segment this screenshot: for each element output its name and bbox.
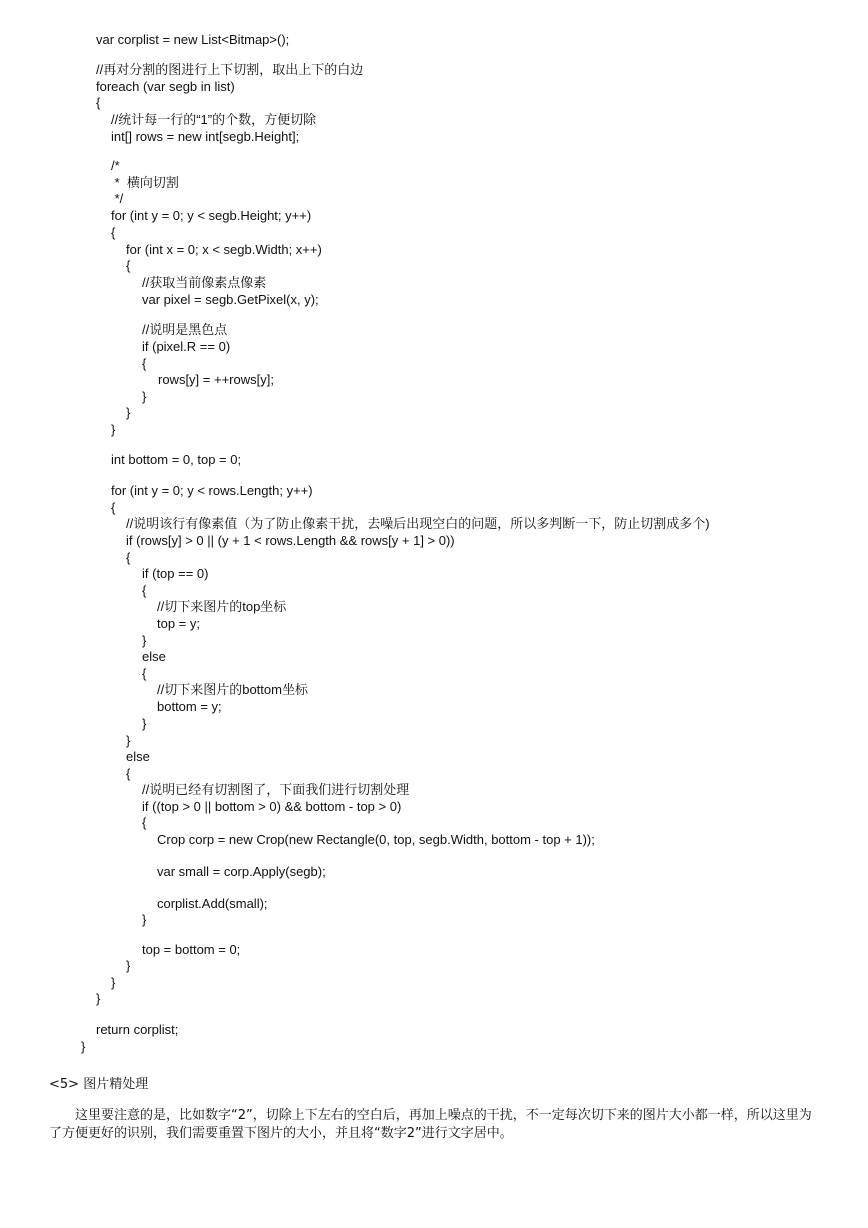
code-line: if (top == 0) [142,566,209,581]
code-line: } [126,405,131,420]
code-line: bottom = y; [157,699,222,714]
code-line: int bottom = 0, top = 0; [111,452,242,467]
code-line: { [142,356,147,371]
code-line: } [142,912,147,927]
code-line: //说明该行有像素值（为了防止像素干扰，去噪后出现空白的问题，所以多判断一下，防止切割成多个) [126,516,710,531]
code-line: { [96,95,101,110]
code-line: else [142,649,166,664]
code-line: { [142,583,147,598]
code-line: } [111,975,116,990]
code-line: if (rows[y] > 0 || (y + 1 < rows.Length && rows[y + 1] > 0)) [126,533,455,548]
code-line: /* [111,158,120,173]
code-line: rows[y] = ++rows[y]; [158,372,274,387]
code-line: } [142,716,147,731]
code-line: //获取当前像素点像素 [142,275,267,290]
code-line: if ((top > 0 || bottom > 0) && bottom - top > 0) [142,799,402,814]
code-line: //切下来图片的top坐标 [157,599,287,614]
code-line: { [142,666,147,681]
code-line: //统计每一行的“1”的个数，方便切除 [111,112,317,127]
code-line: { [126,258,131,273]
code-line: { [142,815,147,830]
code-line: } [126,958,131,973]
code-line: top = y; [157,616,200,631]
code-line: int[] rows = new int[segb.Height]; [111,129,300,144]
code-line: } [126,733,131,748]
code-line: return corplist; [96,1022,179,1037]
code-line: corplist.Add(small); [157,896,268,911]
code-line: else [126,749,150,764]
code-line: { [111,225,116,240]
code-line: top = bottom = 0; [142,942,241,957]
code-line: } [142,389,147,404]
code-line: for (int y = 0; y < segb.Height; y++) [111,208,312,223]
code-line: foreach (var segb in list) [96,79,235,94]
code-line: for (int y = 0; y < rows.Length; y++) [111,483,313,498]
code-line: } [142,633,147,648]
code-line: var pixel = segb.GetPixel(x, y); [142,292,319,307]
code-line: //说明是黑色点 [142,322,228,337]
code-line: for (int x = 0; x < segb.Width; x++) [126,242,322,257]
code-line: var corplist = new List<Bitmap>(); [96,32,290,47]
code-line: Crop corp = new Crop(new Rectangle(0, top, segb.Width, bottom - top + 1)); [157,832,595,847]
code-line: var small = corp.Apply(segb); [157,864,326,879]
code-line: } [96,991,101,1006]
code-line: { [126,550,131,565]
code-line: if (pixel.R == 0) [142,339,231,354]
code-line: */ [111,191,124,206]
code-line: //说明已经有切割图了，下面我们进行切割处理 [142,782,410,797]
code-line: //切下来图片的bottom坐标 [157,682,308,697]
code-line: * 横向切割 [111,175,179,190]
code-line: { [111,500,116,515]
code-line: //再对分割的图进行上下切割，取出上下的白边 [96,62,364,77]
section-heading: <5> 图片精处理 [49,1077,149,1092]
code-line: } [111,422,116,437]
code-line: { [126,766,131,781]
body-paragraph: 这里要注意的是，比如数字“2”，切除上下左右的空白后，再加上噪点的干扰，不一定每次切下来的图片大小都一样，所以这里为了方便更好的识别，我们需要重置下图片的大小，并且将“数字2”进行文字居中。 [49,1108,812,1141]
code-line: } [81,1039,86,1054]
